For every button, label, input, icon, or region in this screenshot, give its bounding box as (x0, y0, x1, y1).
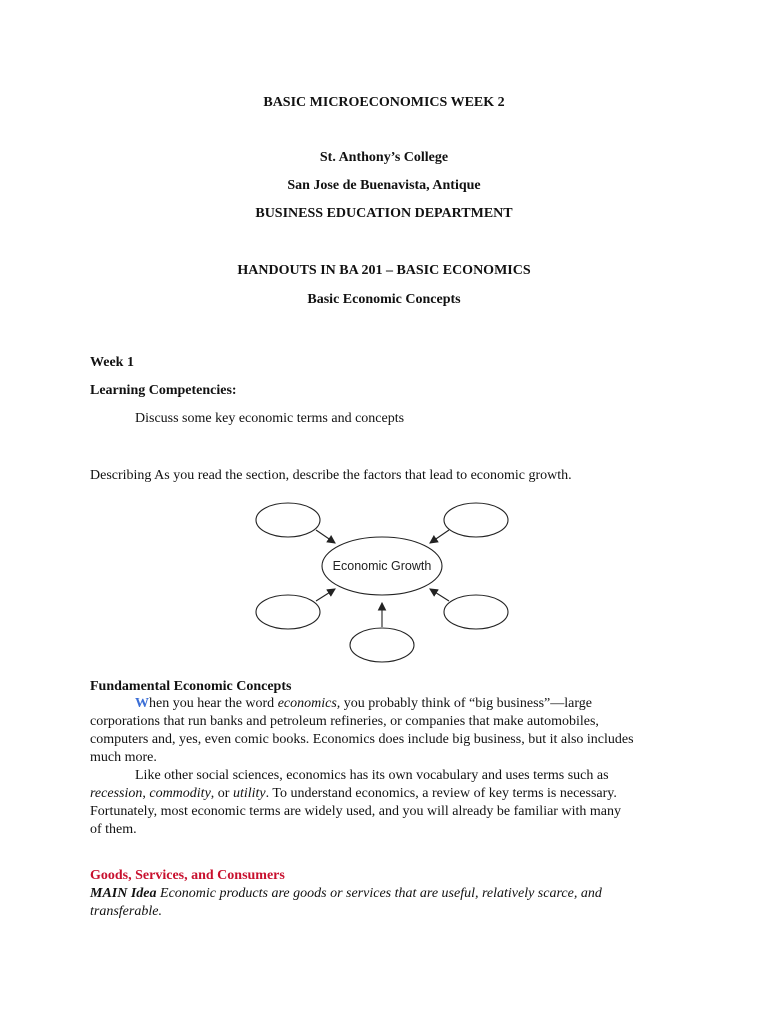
main-idea-text: transferable. (90, 904, 162, 919)
text-run: . To understand economics, a review of key terms is necessary. (265, 786, 617, 801)
satellite-node-top-right (444, 503, 508, 537)
competency-item: Discuss some key economic terms and concepts (135, 411, 405, 426)
text-run: hen you hear the word (149, 696, 278, 711)
fundamental-paragraph-2 (90, 767, 690, 839)
paragraph-line: much more. (90, 750, 157, 765)
paragraph-line: Like other social sciences, economics has its own vocabulary and uses terms such as (135, 768, 609, 783)
emphasis-term: economics, (277, 696, 341, 711)
paragraph-line (90, 903, 690, 921)
satellite-node-bottom (350, 628, 414, 662)
text-run: you probably think of “big business”—large (340, 696, 592, 711)
school-location: San Jose de Buenavista, Antique (287, 178, 481, 193)
center-node-label: Economic Growth (332, 559, 432, 573)
satellite-node-bottom-right (444, 595, 508, 629)
week-heading: Week 1 (90, 355, 134, 370)
text-run: , or (210, 786, 233, 801)
main-idea-label: MAIN Idea (90, 886, 157, 901)
main-idea-block (90, 885, 690, 921)
arrow-top-right (430, 530, 449, 543)
fundamental-paragraph-1 (90, 695, 690, 767)
school-name: St. Anthony’s College (319, 150, 449, 165)
satellite-node-top-left (256, 503, 320, 537)
handout-subject: Basic Economic Concepts (307, 292, 461, 307)
paragraph-line (90, 885, 690, 903)
goods-services-heading: Goods, Services, and Consumers (90, 868, 285, 883)
paragraph-line: of them. (90, 822, 137, 837)
arrow-top-left (316, 530, 335, 543)
competencies-heading: Learning Competencies: (90, 383, 237, 398)
satellite-node-bottom-left (256, 595, 320, 629)
drop-cap-letter: W (135, 696, 149, 711)
describing-instruction: Describing As you read the section, describe the factors that lead to economic growth. (90, 468, 572, 483)
paragraph-line: computers and, yes, even comic books. Economics does include big business, but it also includes (90, 732, 634, 747)
emphasis-term: utility (232, 786, 266, 801)
main-idea-text: Economic products are goods or services that are useful, relatively scarce, and (156, 886, 602, 901)
paragraph-line: corporations that run banks and petroleum refineries, or companies that make automobiles, (90, 714, 599, 729)
document-title: BASIC MICROECONOMICS WEEK 2 (263, 95, 505, 110)
fundamental-heading: Fundamental Economic Concepts (90, 679, 292, 694)
paragraph-line (90, 695, 690, 713)
paragraph-line: Fortunately, most economic terms are widely used, and you will already be familiar with many (90, 804, 621, 819)
text-run: , (142, 786, 150, 801)
paragraph-line (90, 785, 690, 803)
emphasis-term: recession (90, 786, 143, 801)
arrow-bottom-right (430, 589, 449, 601)
department-name: BUSINESS EDUCATION DEPARTMENT (255, 206, 513, 221)
emphasis-term: commodity (149, 786, 211, 801)
arrow-bottom-left (316, 589, 335, 601)
handout-title: HANDOUTS IN BA 201 – BASIC ECONOMICS (237, 263, 531, 278)
